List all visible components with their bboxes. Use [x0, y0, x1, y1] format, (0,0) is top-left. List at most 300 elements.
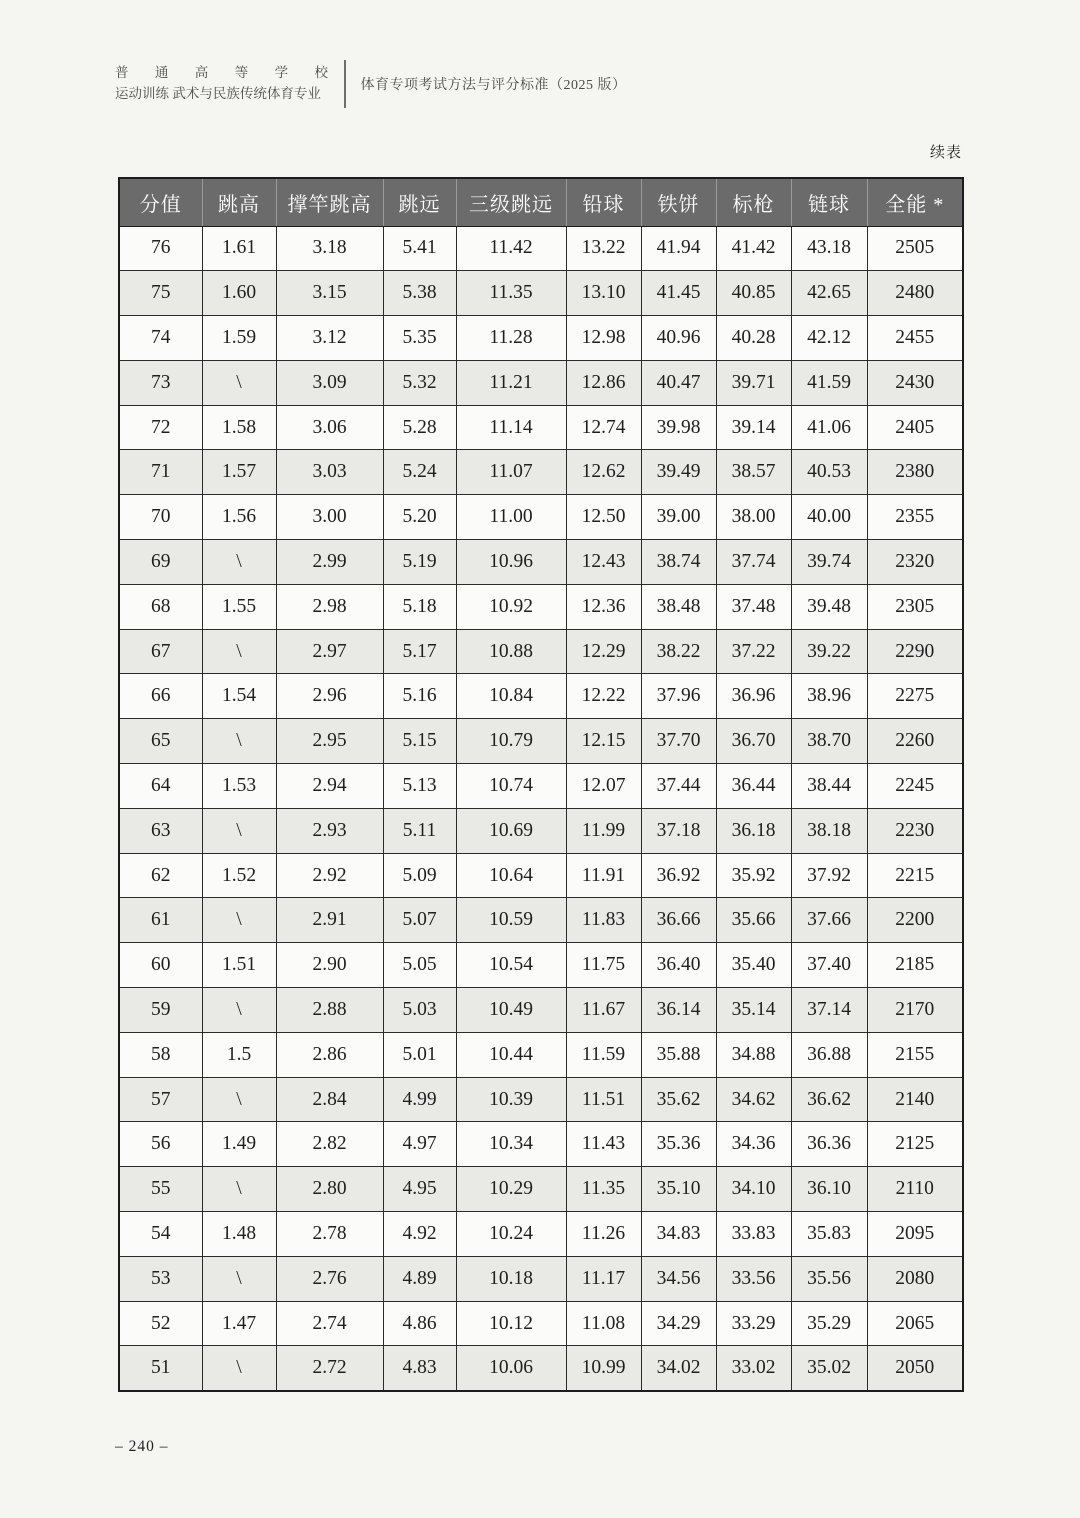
table-cell: 37.44: [641, 764, 716, 809]
table-cell: 37.40: [791, 943, 867, 988]
column-header: 跳高: [202, 178, 276, 226]
table-cell: 11.42: [456, 226, 566, 271]
table-cell: 40.47: [641, 360, 716, 405]
table-cell: 2.76: [276, 1256, 383, 1301]
table-cell: 2305: [867, 584, 963, 629]
table-cell: \: [202, 719, 276, 764]
table-cell: \: [202, 540, 276, 585]
book-title: 体育专项考试方法与评分标准（2025 版）: [360, 78, 627, 93]
school-type-label: 普通高等学校: [115, 65, 329, 81]
table-cell: 2.72: [276, 1346, 383, 1391]
table-row: [119, 1212, 963, 1257]
table-cell: \: [202, 808, 276, 853]
table-cell: 2275: [867, 674, 963, 719]
table-cell: 11.35: [566, 1167, 641, 1212]
table-cell: 74: [119, 316, 202, 361]
table-cell: \: [202, 629, 276, 674]
column-header: 链球: [791, 178, 867, 226]
table-cell: 55: [119, 1167, 202, 1212]
table-cell: 2.74: [276, 1301, 383, 1346]
table-cell: 4.83: [383, 1346, 456, 1391]
table-cell: 10.84: [456, 674, 566, 719]
table-cell: 38.96: [791, 674, 867, 719]
table-row: [119, 1256, 963, 1301]
table-cell: \: [202, 898, 276, 943]
table-cell: 35.02: [791, 1346, 867, 1391]
table-cell: 2065: [867, 1301, 963, 1346]
table-cell: 2.86: [276, 1032, 383, 1077]
table-cell: 38.57: [716, 450, 791, 495]
major-label: 运动训练 武术与民族传统体育专业: [115, 86, 321, 101]
column-header: 全能 *: [867, 178, 963, 226]
table-cell: 2.90: [276, 943, 383, 988]
page-number: – 240 –: [115, 1438, 169, 1455]
column-header: 撑竿跳高: [276, 178, 383, 226]
table-cell: 4.92: [383, 1212, 456, 1257]
table-row: [119, 629, 963, 674]
table-cell: 36.14: [641, 988, 716, 1033]
table-cell: 1.5: [202, 1032, 276, 1077]
table-cell: 59: [119, 988, 202, 1033]
running-head-left: [115, 63, 329, 105]
table-cell: 2185: [867, 943, 963, 988]
table-cell: \: [202, 1167, 276, 1212]
table-cell: 11.35: [456, 271, 566, 316]
table-cell: 35.83: [791, 1212, 867, 1257]
table-head: [119, 178, 963, 226]
table-cell: 3.15: [276, 271, 383, 316]
table-cell: 1.47: [202, 1301, 276, 1346]
table-cell: 2200: [867, 898, 963, 943]
table-cell: 38.18: [791, 808, 867, 853]
table-cell: 1.59: [202, 316, 276, 361]
table-cell: 12.74: [566, 405, 641, 450]
table-row: [119, 360, 963, 405]
table-cell: 39.49: [641, 450, 716, 495]
table-cell: 2050: [867, 1346, 963, 1391]
table-cell: 37.18: [641, 808, 716, 853]
table-cell: 35.66: [716, 898, 791, 943]
table-cell: 38.00: [716, 495, 791, 540]
table-cell: 40.28: [716, 316, 791, 361]
table-cell: 12.29: [566, 629, 641, 674]
table-cell: 10.18: [456, 1256, 566, 1301]
table-cell: 10.59: [456, 898, 566, 943]
table-cell: 10.39: [456, 1077, 566, 1122]
table-cell: 5.05: [383, 943, 456, 988]
column-header: 铅球: [566, 178, 641, 226]
column-header: 标枪: [716, 178, 791, 226]
table-cell: 3.00: [276, 495, 383, 540]
table-row: [119, 674, 963, 719]
table-cell: 42.12: [791, 316, 867, 361]
table-cell: 34.88: [716, 1032, 791, 1077]
table-cell: 1.52: [202, 853, 276, 898]
table-cell: 35.40: [716, 943, 791, 988]
table-cell: 12.98: [566, 316, 641, 361]
table-cell: 3.18: [276, 226, 383, 271]
table-row: [119, 764, 963, 809]
table-cell: 67: [119, 629, 202, 674]
running-head: [115, 60, 627, 108]
table-cell: 33.29: [716, 1301, 791, 1346]
continued-table-label: 续表: [929, 145, 962, 161]
table-cell: 34.29: [641, 1301, 716, 1346]
table-cell: 58: [119, 1032, 202, 1077]
table-cell: 12.22: [566, 674, 641, 719]
table-cell: 36.36: [791, 1122, 867, 1167]
table-cell: 38.70: [791, 719, 867, 764]
table-row: [119, 1167, 963, 1212]
table-cell: 39.14: [716, 405, 791, 450]
table-row: [119, 853, 963, 898]
table-cell: 40.00: [791, 495, 867, 540]
table-cell: 38.48: [641, 584, 716, 629]
table-cell: 13.10: [566, 271, 641, 316]
table-cell: 11.83: [566, 898, 641, 943]
table-cell: 1.49: [202, 1122, 276, 1167]
table-cell: 34.62: [716, 1077, 791, 1122]
table-cell: 2095: [867, 1212, 963, 1257]
table-cell: 11.21: [456, 360, 566, 405]
table-cell: 12.07: [566, 764, 641, 809]
table-cell: 35.14: [716, 988, 791, 1033]
table-cell: 2.93: [276, 808, 383, 853]
score-table: [118, 177, 964, 1392]
table-cell: 3.03: [276, 450, 383, 495]
table-cell: 12.86: [566, 360, 641, 405]
table-cell: 12.36: [566, 584, 641, 629]
table-cell: 38.74: [641, 540, 716, 585]
table-row: [119, 1346, 963, 1391]
table-cell: 5.38: [383, 271, 456, 316]
table-row: [119, 898, 963, 943]
table-cell: 40.85: [716, 271, 791, 316]
table-row: [119, 584, 963, 629]
table-cell: 11.17: [566, 1256, 641, 1301]
table-cell: 5.24: [383, 450, 456, 495]
table-cell: 2.99: [276, 540, 383, 585]
table-cell: 34.10: [716, 1167, 791, 1212]
table-cell: 36.10: [791, 1167, 867, 1212]
table-cell: \: [202, 988, 276, 1033]
table-cell: 39.71: [716, 360, 791, 405]
table-cell: 11.00: [456, 495, 566, 540]
table-cell: 41.06: [791, 405, 867, 450]
table-cell: 2.97: [276, 629, 383, 674]
table-row: [119, 1032, 963, 1077]
table-cell: 2155: [867, 1032, 963, 1077]
table-cell: 76: [119, 226, 202, 271]
table-cell: 34.36: [716, 1122, 791, 1167]
table-cell: 4.86: [383, 1301, 456, 1346]
table-row: [119, 405, 963, 450]
table-cell: 12.15: [566, 719, 641, 764]
table-cell: 11.59: [566, 1032, 641, 1077]
table-row: [119, 943, 963, 988]
table-cell: 51: [119, 1346, 202, 1391]
column-header: 分值: [119, 178, 202, 226]
column-header: 三级跳远: [456, 178, 566, 226]
table-cell: 57: [119, 1077, 202, 1122]
table-row: [119, 1301, 963, 1346]
table-cell: 2.95: [276, 719, 383, 764]
table-cell: 2480: [867, 271, 963, 316]
table-cell: 63: [119, 808, 202, 853]
table-cell: \: [202, 1346, 276, 1391]
table-cell: 10.92: [456, 584, 566, 629]
table-cell: 2215: [867, 853, 963, 898]
table-cell: 10.79: [456, 719, 566, 764]
table-row: [119, 495, 963, 540]
table-cell: 37.96: [641, 674, 716, 719]
column-header: 铁饼: [641, 178, 716, 226]
table-cell: \: [202, 360, 276, 405]
table-cell: 3.09: [276, 360, 383, 405]
table-cell: 5.01: [383, 1032, 456, 1077]
table-cell: 11.99: [566, 808, 641, 853]
table-cell: 10.74: [456, 764, 566, 809]
table-cell: 2.96: [276, 674, 383, 719]
table-cell: 35.29: [791, 1301, 867, 1346]
table-cell: 5.17: [383, 629, 456, 674]
table-cell: 5.13: [383, 764, 456, 809]
table-cell: 12.43: [566, 540, 641, 585]
table-cell: 3.06: [276, 405, 383, 450]
table-cell: 35.56: [791, 1256, 867, 1301]
table-body: [119, 226, 963, 1391]
table-cell: 10.96: [456, 540, 566, 585]
table-cell: 37.48: [716, 584, 791, 629]
table-cell: \: [202, 1256, 276, 1301]
table-cell: 37.92: [791, 853, 867, 898]
table-cell: 37.74: [716, 540, 791, 585]
table-cell: 12.62: [566, 450, 641, 495]
table-row: [119, 808, 963, 853]
table-cell: 41.59: [791, 360, 867, 405]
table-cell: 11.07: [456, 450, 566, 495]
table-cell: 34.02: [641, 1346, 716, 1391]
table-cell: 1.55: [202, 584, 276, 629]
table-cell: 2.84: [276, 1077, 383, 1122]
table-cell: 61: [119, 898, 202, 943]
table-cell: 4.95: [383, 1167, 456, 1212]
table-cell: 70: [119, 495, 202, 540]
table-cell: 39.22: [791, 629, 867, 674]
table-cell: 5.03: [383, 988, 456, 1033]
table-cell: 43.18: [791, 226, 867, 271]
table-cell: 2125: [867, 1122, 963, 1167]
table-cell: 66: [119, 674, 202, 719]
table-cell: 10.49: [456, 988, 566, 1033]
table-cell: 75: [119, 271, 202, 316]
table-cell: 2.82: [276, 1122, 383, 1167]
table-cell: 62: [119, 853, 202, 898]
table-cell: 41.45: [641, 271, 716, 316]
table-cell: 11.91: [566, 853, 641, 898]
table-cell: 11.75: [566, 943, 641, 988]
table-cell: 2.94: [276, 764, 383, 809]
table-row: [119, 226, 963, 271]
table-cell: 2430: [867, 360, 963, 405]
table-cell: 2405: [867, 405, 963, 450]
table-cell: 1.61: [202, 226, 276, 271]
table-cell: 36.44: [716, 764, 791, 809]
table-cell: 1.56: [202, 495, 276, 540]
table-cell: 11.51: [566, 1077, 641, 1122]
table-cell: 4.89: [383, 1256, 456, 1301]
table-cell: 5.16: [383, 674, 456, 719]
table-cell: 10.54: [456, 943, 566, 988]
table-cell: 71: [119, 450, 202, 495]
table-row: [119, 271, 963, 316]
table-cell: 11.43: [566, 1122, 641, 1167]
header-divider: [344, 60, 346, 108]
table-cell: 11.67: [566, 988, 641, 1033]
table-cell: 35.92: [716, 853, 791, 898]
table-cell: 10.44: [456, 1032, 566, 1077]
table-cell: 35.88: [641, 1032, 716, 1077]
table-cell: 35.36: [641, 1122, 716, 1167]
table-cell: 1.51: [202, 943, 276, 988]
table-cell: 2140: [867, 1077, 963, 1122]
table-cell: 2.98: [276, 584, 383, 629]
table-cell: 1.48: [202, 1212, 276, 1257]
table-cell: 40.53: [791, 450, 867, 495]
table-cell: 39.00: [641, 495, 716, 540]
table-cell: 10.06: [456, 1346, 566, 1391]
table-cell: 5.35: [383, 316, 456, 361]
table-cell: 10.88: [456, 629, 566, 674]
table-cell: 4.99: [383, 1077, 456, 1122]
table-cell: 2.92: [276, 853, 383, 898]
table-row: [119, 450, 963, 495]
table-cell: 2245: [867, 764, 963, 809]
table-cell: 37.22: [716, 629, 791, 674]
table-cell: 5.32: [383, 360, 456, 405]
table-cell: 36.92: [641, 853, 716, 898]
table-cell: 2505: [867, 226, 963, 271]
table-cell: 34.83: [641, 1212, 716, 1257]
table-cell: 40.96: [641, 316, 716, 361]
table-cell: 2380: [867, 450, 963, 495]
table-row: [119, 316, 963, 361]
table-cell: 33.83: [716, 1212, 791, 1257]
table-cell: 60: [119, 943, 202, 988]
table-cell: 34.56: [641, 1256, 716, 1301]
table-cell: 2290: [867, 629, 963, 674]
table-cell: 2.80: [276, 1167, 383, 1212]
table-cell: 3.12: [276, 316, 383, 361]
table-cell: 2170: [867, 988, 963, 1033]
table-cell: 36.62: [791, 1077, 867, 1122]
table-cell: 35.62: [641, 1077, 716, 1122]
table-cell: 11.14: [456, 405, 566, 450]
table-cell: 54: [119, 1212, 202, 1257]
table-cell: 2.91: [276, 898, 383, 943]
table-cell: 36.40: [641, 943, 716, 988]
table-cell: 2355: [867, 495, 963, 540]
table-cell: 5.28: [383, 405, 456, 450]
table-cell: 37.14: [791, 988, 867, 1033]
table-cell: 2455: [867, 316, 963, 361]
table-row: [119, 988, 963, 1033]
table-cell: 5.20: [383, 495, 456, 540]
table-cell: 1.54: [202, 674, 276, 719]
table-cell: 10.34: [456, 1122, 566, 1167]
table-cell: 12.50: [566, 495, 641, 540]
table-cell: \: [202, 1077, 276, 1122]
table-cell: 36.70: [716, 719, 791, 764]
table-cell: 39.98: [641, 405, 716, 450]
table-cell: 2.88: [276, 988, 383, 1033]
table-cell: 38.44: [791, 764, 867, 809]
table-cell: 68: [119, 584, 202, 629]
table-cell: 4.97: [383, 1122, 456, 1167]
table-cell: 10.24: [456, 1212, 566, 1257]
table-cell: 2230: [867, 808, 963, 853]
table-cell: 41.42: [716, 226, 791, 271]
table-cell: 37.70: [641, 719, 716, 764]
table-cell: 69: [119, 540, 202, 585]
table-row: [119, 1077, 963, 1122]
table-cell: 33.02: [716, 1346, 791, 1391]
table-cell: 65: [119, 719, 202, 764]
column-header: 跳远: [383, 178, 456, 226]
table-cell: 10.69: [456, 808, 566, 853]
table-cell: 36.66: [641, 898, 716, 943]
table-cell: 36.88: [791, 1032, 867, 1077]
table-cell: 5.19: [383, 540, 456, 585]
table-cell: 10.29: [456, 1167, 566, 1212]
table-cell: 36.18: [716, 808, 791, 853]
table-cell: 11.26: [566, 1212, 641, 1257]
table-cell: 41.94: [641, 226, 716, 271]
table-header-row: [119, 178, 963, 226]
table-cell: 72: [119, 405, 202, 450]
table-cell: 73: [119, 360, 202, 405]
table-cell: 2260: [867, 719, 963, 764]
table-cell: 53: [119, 1256, 202, 1301]
table-cell: 64: [119, 764, 202, 809]
table-cell: 5.07: [383, 898, 456, 943]
table-cell: 5.15: [383, 719, 456, 764]
table-cell: 38.22: [641, 629, 716, 674]
table-cell: 2.78: [276, 1212, 383, 1257]
table-cell: 10.64: [456, 853, 566, 898]
table-cell: 1.53: [202, 764, 276, 809]
table-cell: 1.57: [202, 450, 276, 495]
table-row: [119, 719, 963, 764]
table-cell: 5.11: [383, 808, 456, 853]
table-cell: 56: [119, 1122, 202, 1167]
table-cell: 52: [119, 1301, 202, 1346]
table-cell: 33.56: [716, 1256, 791, 1301]
table-cell: 35.10: [641, 1167, 716, 1212]
table-cell: 2080: [867, 1256, 963, 1301]
table-cell: 10.12: [456, 1301, 566, 1346]
table-cell: 5.09: [383, 853, 456, 898]
table-cell: 2320: [867, 540, 963, 585]
table-row: [119, 540, 963, 585]
table-cell: 39.74: [791, 540, 867, 585]
table-cell: 36.96: [716, 674, 791, 719]
table-cell: 5.41: [383, 226, 456, 271]
table-cell: 2110: [867, 1167, 963, 1212]
table-cell: 10.99: [566, 1346, 641, 1391]
table-cell: 11.28: [456, 316, 566, 361]
table-cell: 13.22: [566, 226, 641, 271]
